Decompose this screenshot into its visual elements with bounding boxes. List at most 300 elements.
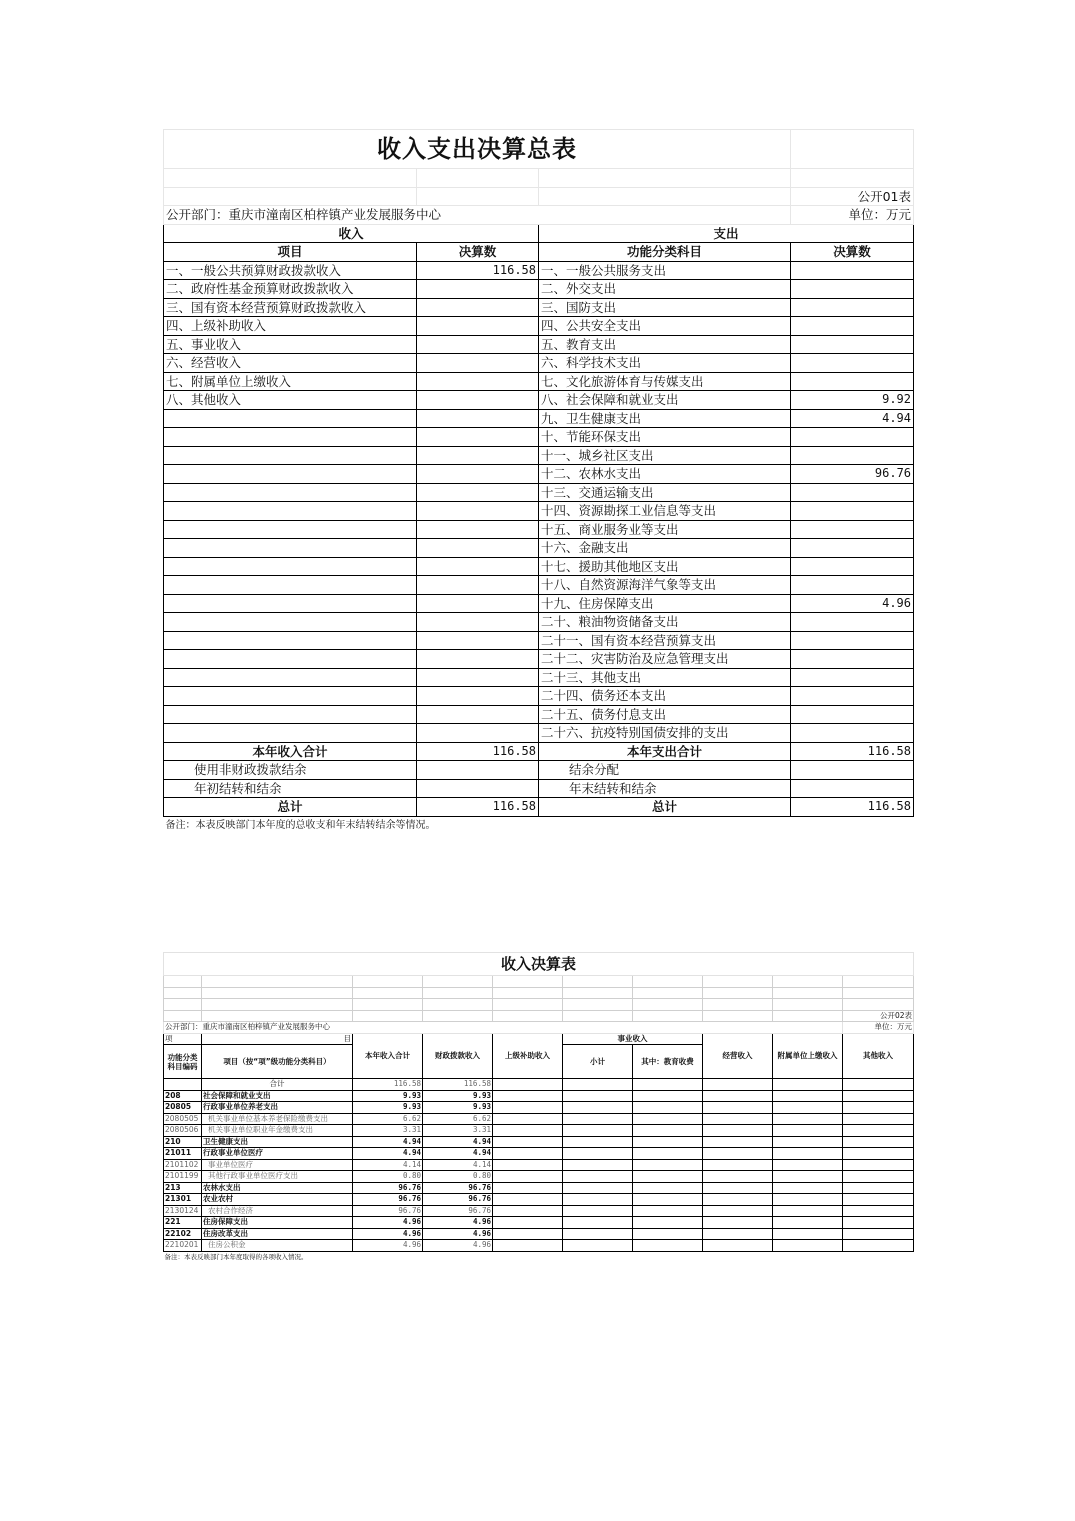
col-func-category: 功能分类科目 bbox=[539, 243, 791, 262]
empty-cell bbox=[843, 1113, 914, 1125]
empty-cell bbox=[563, 1182, 633, 1194]
empty-cell bbox=[703, 1113, 773, 1125]
empty-cell bbox=[773, 1125, 843, 1137]
empty-cell bbox=[843, 1182, 914, 1194]
empty-cell bbox=[493, 1194, 563, 1206]
row-total: 4.94 bbox=[353, 1136, 423, 1148]
table-row bbox=[164, 261, 914, 280]
expense-item: 十五、商业服务业等支出 bbox=[539, 520, 791, 539]
table-row bbox=[164, 409, 914, 428]
empty-cell bbox=[633, 1113, 703, 1125]
income-item: 四、上级补助收入 bbox=[164, 317, 417, 336]
row-total: 96.76 bbox=[353, 1194, 423, 1206]
income-amount bbox=[417, 335, 539, 354]
row-fiscal: 4.14 bbox=[423, 1159, 493, 1171]
col-amount: 决算数 bbox=[417, 243, 539, 262]
expense-amount bbox=[791, 687, 914, 706]
income-amount bbox=[417, 520, 539, 539]
income-amount bbox=[417, 650, 539, 669]
income-item bbox=[164, 631, 417, 650]
grand-total-income: 116.58 bbox=[417, 798, 539, 817]
empty-cell bbox=[493, 1090, 563, 1102]
row-name: 农业农村 bbox=[202, 1194, 353, 1206]
empty-cell bbox=[703, 1125, 773, 1137]
empty-cell bbox=[843, 1171, 914, 1183]
expense-item: 九、卫生健康支出 bbox=[539, 409, 791, 428]
empty-cell bbox=[843, 1102, 914, 1114]
header-other-income: 其他收入 bbox=[843, 1033, 914, 1079]
empty-cell bbox=[633, 1102, 703, 1114]
row-name: 行政事业单位医疗 bbox=[202, 1148, 353, 1160]
income-amount bbox=[417, 354, 539, 373]
row-code: 2210201 bbox=[164, 1240, 202, 1252]
expense-amount bbox=[791, 483, 914, 502]
total-income-label: 本年收入合计 bbox=[164, 742, 417, 761]
table-row bbox=[164, 465, 914, 484]
row-fiscal: 0.80 bbox=[423, 1171, 493, 1183]
table1-note: 备注：本表反映部门本年度的总收支和年末结转结余等情况。 bbox=[165, 819, 436, 831]
table2-form-number: 公开02表 bbox=[843, 1010, 914, 1022]
expense-amount bbox=[791, 298, 914, 317]
row-code: 2080505 bbox=[164, 1113, 202, 1125]
expense-item: 二十六、抗疫特别国债安排的支出 bbox=[539, 724, 791, 743]
income-amount: 116.58 bbox=[417, 261, 539, 280]
empty-cell bbox=[633, 1194, 703, 1206]
row-code: 2080506 bbox=[164, 1125, 202, 1137]
empty-cell bbox=[563, 1205, 633, 1217]
empty-cell bbox=[633, 1125, 703, 1137]
empty-cell bbox=[703, 1159, 773, 1171]
income-item: 六、经营收入 bbox=[164, 354, 417, 373]
income-amount bbox=[417, 502, 539, 521]
empty-cell bbox=[493, 1182, 563, 1194]
empty-cell bbox=[773, 1159, 843, 1171]
table-row bbox=[164, 428, 914, 447]
table-row bbox=[164, 557, 914, 576]
empty-cell bbox=[633, 1217, 703, 1229]
empty-cell bbox=[843, 1228, 914, 1240]
row-fiscal: 9.93 bbox=[423, 1102, 493, 1114]
empty-cell bbox=[703, 1102, 773, 1114]
table-row bbox=[164, 705, 914, 724]
expense-amount bbox=[791, 724, 914, 743]
income-item bbox=[164, 650, 417, 669]
table-row bbox=[164, 594, 914, 613]
expense-item: 四、公共安全支出 bbox=[539, 317, 791, 336]
expense-item: 八、社会保障和就业支出 bbox=[539, 391, 791, 410]
income-item bbox=[164, 520, 417, 539]
row-name: 机关事业单位职业年金缴费支出 bbox=[202, 1125, 353, 1137]
header-xiang: 项 bbox=[164, 1033, 202, 1045]
empty-cell bbox=[773, 1148, 843, 1160]
row-total: 9.93 bbox=[353, 1090, 423, 1102]
header-fiscal-income: 财政拨款收入 bbox=[423, 1033, 493, 1079]
empty-cell bbox=[773, 1240, 843, 1252]
header-operating-income: 经营收入 bbox=[703, 1033, 773, 1079]
income-item bbox=[164, 557, 417, 576]
table-row bbox=[164, 724, 914, 743]
expense-amount bbox=[791, 705, 914, 724]
expense-amount bbox=[791, 317, 914, 336]
empty-cell bbox=[493, 1240, 563, 1252]
empty-cell bbox=[843, 1240, 914, 1252]
empty-cell bbox=[493, 1217, 563, 1229]
row-fiscal: 4.96 bbox=[423, 1217, 493, 1229]
expense-amount bbox=[791, 576, 914, 595]
income-amount bbox=[417, 724, 539, 743]
income-amount bbox=[417, 687, 539, 706]
empty-cell bbox=[563, 1217, 633, 1229]
table-row bbox=[164, 280, 914, 299]
table-row bbox=[164, 1194, 914, 1206]
income-item: 二、政府性基金预算财政拨款收入 bbox=[164, 280, 417, 299]
table2-department: 公开部门：重庆市潼南区柏梓镇产业发展服务中心 bbox=[164, 1022, 843, 1034]
expense-amount bbox=[791, 539, 914, 558]
empty-cell bbox=[843, 1090, 914, 1102]
sum-total: 116.58 bbox=[353, 1079, 423, 1091]
header-subtotal: 小计 bbox=[563, 1045, 633, 1079]
empty-cell bbox=[563, 1159, 633, 1171]
unit-label: 单位：万元 bbox=[791, 206, 914, 225]
income-amount bbox=[417, 539, 539, 558]
row-fiscal: 96.76 bbox=[423, 1205, 493, 1217]
income-amount bbox=[417, 409, 539, 428]
income-item: 三、国有资本经营预算财政拨款收入 bbox=[164, 298, 417, 317]
income-amount bbox=[417, 298, 539, 317]
table2-unit: 单位：万元 bbox=[843, 1022, 914, 1034]
empty-cell bbox=[633, 1090, 703, 1102]
expense-amount bbox=[791, 650, 914, 669]
income-item bbox=[164, 594, 417, 613]
income-amount bbox=[417, 317, 539, 336]
income-amount bbox=[417, 557, 539, 576]
table-row bbox=[164, 317, 914, 336]
surplus-allocation-label: 结余分配 bbox=[539, 761, 791, 780]
table-row bbox=[164, 1148, 914, 1160]
income-item bbox=[164, 687, 417, 706]
expense-item: 二、外交支出 bbox=[539, 280, 791, 299]
table-row bbox=[164, 1205, 914, 1217]
expense-item: 十七、援助其他地区支出 bbox=[539, 557, 791, 576]
table-row bbox=[164, 576, 914, 595]
empty-cell bbox=[773, 1090, 843, 1102]
expense-amount bbox=[791, 520, 914, 539]
empty-cell bbox=[843, 1159, 914, 1171]
row-name: 农村合作经济 bbox=[202, 1205, 353, 1217]
empty-cell bbox=[703, 1171, 773, 1183]
income-item bbox=[164, 724, 417, 743]
expense-amount bbox=[791, 261, 914, 280]
empty-cell bbox=[843, 1148, 914, 1160]
expense-item: 二十三、其他支出 bbox=[539, 668, 791, 687]
empty-cell bbox=[773, 1182, 843, 1194]
table-row bbox=[164, 1182, 914, 1194]
row-fiscal: 3.31 bbox=[423, 1125, 493, 1137]
empty-cell bbox=[493, 1205, 563, 1217]
sum-fiscal: 116.58 bbox=[423, 1079, 493, 1091]
empty-cell bbox=[703, 1182, 773, 1194]
row-code: 221 bbox=[164, 1217, 202, 1229]
table-row bbox=[164, 539, 914, 558]
table2-title: 收入决算表 bbox=[164, 953, 914, 976]
empty-cell bbox=[493, 1113, 563, 1125]
total-expense-value: 116.58 bbox=[791, 742, 914, 761]
empty-cell bbox=[773, 1171, 843, 1183]
income-amount bbox=[417, 465, 539, 484]
expense-amount bbox=[791, 557, 914, 576]
row-name: 住房改革支出 bbox=[202, 1228, 353, 1240]
expense-item: 五、教育支出 bbox=[539, 335, 791, 354]
expense-item: 十一、城乡社区支出 bbox=[539, 446, 791, 465]
empty-cell bbox=[703, 1205, 773, 1217]
empty-cell bbox=[703, 1228, 773, 1240]
header-upper-subsidy: 上级补助收入 bbox=[493, 1033, 563, 1079]
empty-cell bbox=[493, 1148, 563, 1160]
table-row bbox=[164, 1228, 914, 1240]
table-row bbox=[164, 520, 914, 539]
empty-cell bbox=[493, 1159, 563, 1171]
expense-amount: 96.76 bbox=[791, 465, 914, 484]
table-row bbox=[164, 1171, 914, 1183]
row-code: 22102 bbox=[164, 1228, 202, 1240]
expense-item: 十六、金融支出 bbox=[539, 539, 791, 558]
row-fiscal: 4.96 bbox=[423, 1240, 493, 1252]
empty-cell bbox=[633, 1205, 703, 1217]
empty-cell bbox=[563, 1240, 633, 1252]
row-name: 农林水支出 bbox=[202, 1182, 353, 1194]
empty-cell bbox=[633, 1240, 703, 1252]
empty-cell bbox=[703, 1194, 773, 1206]
empty-cell bbox=[563, 1148, 633, 1160]
empty-cell bbox=[563, 1125, 633, 1137]
row-code: 20805 bbox=[164, 1102, 202, 1114]
expense-amount: 9.92 bbox=[791, 391, 914, 410]
income-item bbox=[164, 668, 417, 687]
row-total: 4.96 bbox=[353, 1228, 423, 1240]
expense-amount bbox=[791, 428, 914, 447]
expense-item: 十三、交通运输支出 bbox=[539, 483, 791, 502]
expense-item: 二十、粮油物资储备支出 bbox=[539, 613, 791, 632]
expense-item: 二十二、灾害防治及应急管理支出 bbox=[539, 650, 791, 669]
empty-cell bbox=[703, 1148, 773, 1160]
empty-cell bbox=[773, 1217, 843, 1229]
income-item bbox=[164, 446, 417, 465]
end-balance-label: 年末结转和结余 bbox=[539, 779, 791, 798]
empty-cell bbox=[633, 1171, 703, 1183]
empty-cell bbox=[563, 1171, 633, 1183]
empty-cell bbox=[493, 1228, 563, 1240]
row-total: 0.80 bbox=[353, 1171, 423, 1183]
header-education-fee: 其中：教育收费 bbox=[633, 1045, 703, 1079]
table-row bbox=[164, 1136, 914, 1148]
empty-cell bbox=[773, 1205, 843, 1217]
expense-item: 六、科学技术支出 bbox=[539, 354, 791, 373]
empty-cell bbox=[703, 1217, 773, 1229]
sum-label: 合计 bbox=[202, 1079, 353, 1091]
row-code: 21011 bbox=[164, 1148, 202, 1160]
empty-cell bbox=[493, 1136, 563, 1148]
empty-cell bbox=[843, 1125, 914, 1137]
empty-cell bbox=[633, 1159, 703, 1171]
row-name: 其他行政事业单位医疗支出 bbox=[202, 1171, 353, 1183]
header-total-income: 本年收入合计 bbox=[353, 1033, 423, 1079]
expense-amount: 4.94 bbox=[791, 409, 914, 428]
empty-cell bbox=[493, 1125, 563, 1137]
empty-cell bbox=[843, 1194, 914, 1206]
table-row bbox=[164, 1113, 914, 1125]
table-row bbox=[164, 354, 914, 373]
empty-cell bbox=[493, 1102, 563, 1114]
table-row bbox=[164, 650, 914, 669]
header-mu: 目 bbox=[202, 1033, 353, 1045]
empty-cell bbox=[633, 1136, 703, 1148]
empty-cell bbox=[773, 1113, 843, 1125]
row-name: 住房保障支出 bbox=[202, 1217, 353, 1229]
expense-amount bbox=[791, 335, 914, 354]
income-item bbox=[164, 502, 417, 521]
expense-item: 二十四、债务还本支出 bbox=[539, 687, 791, 706]
empty-cell bbox=[563, 1113, 633, 1125]
header-code: 功能分类科目编码 bbox=[164, 1045, 202, 1079]
empty-cell bbox=[563, 1102, 633, 1114]
empty-cell bbox=[843, 1217, 914, 1229]
total-income-value: 116.58 bbox=[417, 742, 539, 761]
income-amount bbox=[417, 705, 539, 724]
row-code: 2130124 bbox=[164, 1205, 202, 1217]
table-row bbox=[164, 631, 914, 650]
table-row bbox=[164, 613, 914, 632]
empty-cell bbox=[563, 1090, 633, 1102]
table-row bbox=[164, 446, 914, 465]
empty-cell bbox=[703, 1090, 773, 1102]
header-item-name: 项目（按“项”级功能分类科目） bbox=[202, 1045, 353, 1079]
table-row bbox=[164, 1159, 914, 1171]
expense-amount bbox=[791, 502, 914, 521]
expense-amount bbox=[791, 613, 914, 632]
table-row bbox=[164, 502, 914, 521]
row-code: 2101199 bbox=[164, 1171, 202, 1183]
income-item: 五、事业收入 bbox=[164, 335, 417, 354]
header-affiliated-income: 附属单位上缴收入 bbox=[773, 1033, 843, 1079]
grand-total-label-income: 总计 bbox=[164, 798, 417, 817]
income-expense-summary-table bbox=[163, 129, 913, 834]
row-total: 9.93 bbox=[353, 1102, 423, 1114]
row-total: 4.94 bbox=[353, 1148, 423, 1160]
table-row bbox=[164, 687, 914, 706]
expense-item: 十二、农林水支出 bbox=[539, 465, 791, 484]
income-amount bbox=[417, 668, 539, 687]
expense-item: 七、文化旅游体育与传媒支出 bbox=[539, 372, 791, 391]
grand-total-label-expense: 总计 bbox=[539, 798, 791, 817]
income-amount bbox=[417, 483, 539, 502]
empty-cell bbox=[703, 1240, 773, 1252]
row-code: 2101102 bbox=[164, 1159, 202, 1171]
begin-balance-label: 年初结转和结余 bbox=[164, 779, 417, 798]
expense-amount bbox=[791, 631, 914, 650]
empty-cell bbox=[563, 1228, 633, 1240]
income-amount bbox=[417, 594, 539, 613]
empty-cell bbox=[563, 1136, 633, 1148]
row-name: 机关事业单位基本养老保险缴费支出 bbox=[202, 1113, 353, 1125]
row-total: 6.62 bbox=[353, 1113, 423, 1125]
income-item bbox=[164, 409, 417, 428]
row-total: 4.96 bbox=[353, 1240, 423, 1252]
income-amount bbox=[417, 613, 539, 632]
col-amount-expense: 决算数 bbox=[791, 243, 914, 262]
table-row bbox=[164, 1217, 914, 1229]
row-code: 208 bbox=[164, 1090, 202, 1102]
row-name: 社会保障和就业支出 bbox=[202, 1090, 353, 1102]
income-amount bbox=[417, 428, 539, 447]
income-header: 收入 bbox=[164, 224, 539, 243]
expense-amount: 4.96 bbox=[791, 594, 914, 613]
department-label: 公开部门：重庆市潼南区柏梓镇产业发展服务中心 bbox=[164, 206, 791, 225]
grand-total-expense: 116.58 bbox=[791, 798, 914, 817]
expense-item: 十四、资源勘探工业信息等支出 bbox=[539, 502, 791, 521]
empty-cell bbox=[493, 1171, 563, 1183]
table-row bbox=[164, 668, 914, 687]
table1-title: 收入支出决算总表 bbox=[164, 130, 791, 169]
expense-amount bbox=[791, 354, 914, 373]
income-item bbox=[164, 705, 417, 724]
expense-item: 二十一、国有资本经营预算支出 bbox=[539, 631, 791, 650]
income-amount bbox=[417, 391, 539, 410]
empty-cell bbox=[633, 1228, 703, 1240]
row-code: 21301 bbox=[164, 1194, 202, 1206]
nonfiscal-surplus-label: 使用非财政拨款结余 bbox=[164, 761, 417, 780]
income-item bbox=[164, 428, 417, 447]
empty-cell bbox=[773, 1102, 843, 1114]
row-name: 行政事业单位养老支出 bbox=[202, 1102, 353, 1114]
table2-note: 备注：本表反映部门本年度取得的各项收入情况。 bbox=[164, 1252, 308, 1261]
income-item bbox=[164, 613, 417, 632]
table-row bbox=[164, 1125, 914, 1137]
table-row bbox=[164, 1102, 914, 1114]
expense-amount bbox=[791, 668, 914, 687]
expense-item: 十九、住房保障支出 bbox=[539, 594, 791, 613]
income-item: 八、其他收入 bbox=[164, 391, 417, 410]
income-amount bbox=[417, 280, 539, 299]
row-fiscal: 9.93 bbox=[423, 1090, 493, 1102]
expense-amount bbox=[791, 280, 914, 299]
table-row bbox=[164, 298, 914, 317]
row-fiscal: 4.94 bbox=[423, 1148, 493, 1160]
total-expense-label: 本年支出合计 bbox=[539, 742, 791, 761]
income-amount bbox=[417, 576, 539, 595]
income-item: 一、一般公共预算财政拨款收入 bbox=[164, 261, 417, 280]
row-name: 住房公积金 bbox=[202, 1240, 353, 1252]
form-number: 公开01表 bbox=[791, 187, 914, 206]
row-total: 4.14 bbox=[353, 1159, 423, 1171]
empty-cell bbox=[843, 1205, 914, 1217]
table-row bbox=[164, 1240, 914, 1252]
expense-amount bbox=[791, 446, 914, 465]
row-name: 卫生健康支出 bbox=[202, 1136, 353, 1148]
table-row bbox=[164, 391, 914, 410]
expense-header: 支出 bbox=[539, 224, 914, 243]
row-fiscal: 4.94 bbox=[423, 1136, 493, 1148]
empty-cell bbox=[563, 1194, 633, 1206]
table-row bbox=[164, 372, 914, 391]
col-item: 项目 bbox=[164, 243, 417, 262]
expense-item: 二十五、债务付息支出 bbox=[539, 705, 791, 724]
row-total: 96.76 bbox=[353, 1182, 423, 1194]
empty-cell bbox=[773, 1228, 843, 1240]
expense-item: 三、国防支出 bbox=[539, 298, 791, 317]
empty-cell bbox=[773, 1136, 843, 1148]
income-final-account-table bbox=[163, 952, 913, 1262]
income-amount bbox=[417, 372, 539, 391]
